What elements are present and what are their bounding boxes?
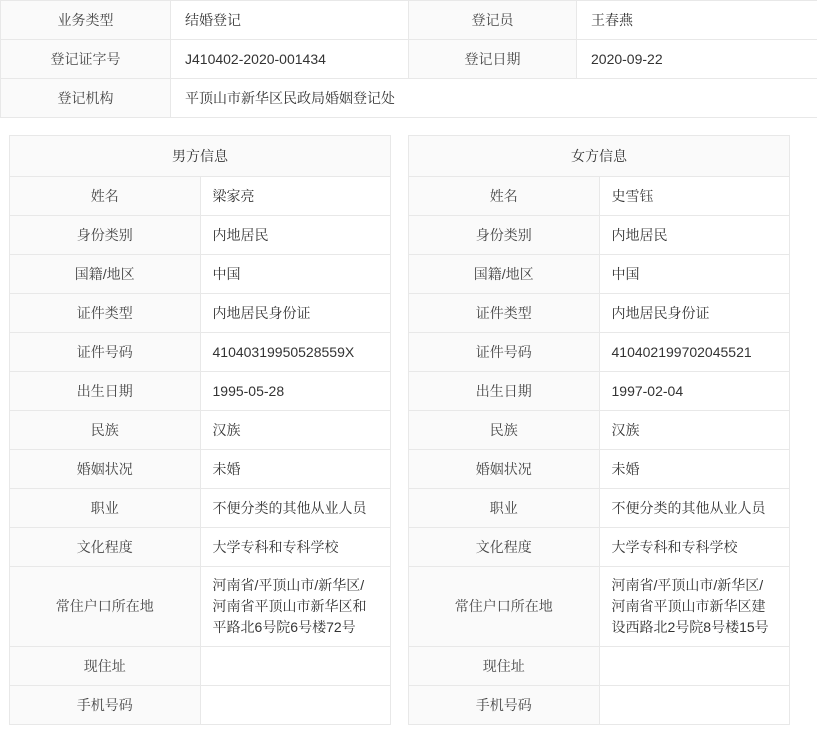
table-row bbox=[409, 255, 790, 294]
male-id-type-label: 证件类型 bbox=[10, 294, 201, 333]
registration-date-value: 2020-09-22 bbox=[577, 40, 817, 79]
registrar-value: 王春燕 bbox=[577, 1, 817, 40]
table-row bbox=[409, 177, 790, 216]
table-row bbox=[10, 333, 391, 372]
female-birth-date-value: 1997-02-04 bbox=[599, 372, 790, 411]
female-nationality-value: 中国 bbox=[599, 255, 790, 294]
female-id-number-value: 410402199702045521 bbox=[599, 333, 790, 372]
male-nationality-label: 国籍/地区 bbox=[10, 255, 201, 294]
female-name-value: 史雪钰 bbox=[599, 177, 790, 216]
person-tables-container bbox=[0, 135, 817, 725]
table-row bbox=[409, 372, 790, 411]
male-name-label: 姓名 bbox=[10, 177, 201, 216]
male-birth-date-value: 1995-05-28 bbox=[200, 372, 391, 411]
table-row bbox=[409, 136, 790, 177]
female-identity-type-value: 内地居民 bbox=[599, 216, 790, 255]
table-row bbox=[10, 136, 391, 177]
female-current-address-label: 现住址 bbox=[409, 647, 600, 686]
male-current-address-label: 现住址 bbox=[10, 647, 201, 686]
female-id-type-label: 证件类型 bbox=[409, 294, 600, 333]
female-info-title: 女方信息 bbox=[409, 136, 790, 177]
male-ethnicity-label: 民族 bbox=[10, 411, 201, 450]
male-education-value: 大学专科和专科学校 bbox=[200, 528, 391, 567]
table-row bbox=[409, 216, 790, 255]
male-id-type-value: 内地居民身份证 bbox=[200, 294, 391, 333]
table-row bbox=[10, 528, 391, 567]
table-row bbox=[409, 567, 790, 647]
male-name-value: 梁家亮 bbox=[200, 177, 391, 216]
registrar-label: 登记员 bbox=[409, 1, 577, 40]
table-row bbox=[409, 450, 790, 489]
female-education-value: 大学专科和专科学校 bbox=[599, 528, 790, 567]
male-occupation-value: 不便分类的其他从业人员 bbox=[200, 489, 391, 528]
business-type-label: 业务类型 bbox=[1, 1, 171, 40]
table-row bbox=[10, 411, 391, 450]
male-identity-type-label: 身份类别 bbox=[10, 216, 201, 255]
female-phone-label: 手机号码 bbox=[409, 686, 600, 725]
female-info-table bbox=[408, 135, 790, 725]
table-row bbox=[10, 489, 391, 528]
table-row bbox=[10, 294, 391, 333]
male-info-title: 男方信息 bbox=[10, 136, 391, 177]
female-phone-value bbox=[599, 686, 790, 725]
registration-org-value: 平顶山市新华区民政局婚姻登记处 bbox=[171, 79, 817, 118]
table-row bbox=[409, 647, 790, 686]
male-phone-label: 手机号码 bbox=[10, 686, 201, 725]
table-row bbox=[10, 216, 391, 255]
summary-table bbox=[0, 0, 817, 118]
male-household-address-label: 常住户口所在地 bbox=[10, 567, 201, 647]
male-marital-status-label: 婚姻状况 bbox=[10, 450, 201, 489]
table-row bbox=[409, 333, 790, 372]
male-ethnicity-value: 汉族 bbox=[200, 411, 391, 450]
registration-date-label: 登记日期 bbox=[409, 40, 577, 79]
female-ethnicity-label: 民族 bbox=[409, 411, 600, 450]
male-id-number-value: 41040319950528559X bbox=[200, 333, 391, 372]
registration-org-label: 登记机构 bbox=[1, 79, 171, 118]
male-marital-status-value: 未婚 bbox=[200, 450, 391, 489]
male-phone-value bbox=[200, 686, 391, 725]
male-nationality-value: 中国 bbox=[200, 255, 391, 294]
male-info-table bbox=[9, 135, 391, 725]
female-ethnicity-value: 汉族 bbox=[599, 411, 790, 450]
female-household-address-label: 常住户口所在地 bbox=[409, 567, 600, 647]
table-row bbox=[1, 40, 817, 79]
female-household-address-value: 河南省/平顶山市/新华区/河南省平顶山市新华区建设西路北2号院8号楼15号 bbox=[599, 567, 790, 647]
table-row bbox=[10, 567, 391, 647]
table-row bbox=[1, 1, 817, 40]
male-birth-date-label: 出生日期 bbox=[10, 372, 201, 411]
female-current-address-value bbox=[599, 647, 790, 686]
male-identity-type-value: 内地居民 bbox=[200, 216, 391, 255]
table-row bbox=[10, 647, 391, 686]
female-nationality-label: 国籍/地区 bbox=[409, 255, 600, 294]
table-row bbox=[1, 79, 817, 118]
female-marital-status-value: 未婚 bbox=[599, 450, 790, 489]
table-row bbox=[409, 686, 790, 725]
table-row bbox=[409, 294, 790, 333]
table-row bbox=[10, 372, 391, 411]
male-id-number-label: 证件号码 bbox=[10, 333, 201, 372]
female-id-number-label: 证件号码 bbox=[409, 333, 600, 372]
female-education-label: 文化程度 bbox=[409, 528, 600, 567]
table-row bbox=[10, 686, 391, 725]
table-row bbox=[10, 450, 391, 489]
certificate-number-value: J410402-2020-001434 bbox=[171, 40, 409, 79]
female-marital-status-label: 婚姻状况 bbox=[409, 450, 600, 489]
female-birth-date-label: 出生日期 bbox=[409, 372, 600, 411]
male-current-address-value bbox=[200, 647, 391, 686]
table-row bbox=[409, 528, 790, 567]
male-education-label: 文化程度 bbox=[10, 528, 201, 567]
female-occupation-label: 职业 bbox=[409, 489, 600, 528]
female-identity-type-label: 身份类别 bbox=[409, 216, 600, 255]
male-occupation-label: 职业 bbox=[10, 489, 201, 528]
table-row bbox=[10, 255, 391, 294]
male-household-address-value: 河南省/平顶山市/新华区/河南省平顶山市新华区和平路北6号院6号楼72号 bbox=[200, 567, 391, 647]
certificate-number-label: 登记证字号 bbox=[1, 40, 171, 79]
female-id-type-value: 内地居民身份证 bbox=[599, 294, 790, 333]
female-occupation-value: 不便分类的其他从业人员 bbox=[599, 489, 790, 528]
table-row bbox=[409, 489, 790, 528]
female-name-label: 姓名 bbox=[409, 177, 600, 216]
business-type-value: 结婚登记 bbox=[171, 1, 409, 40]
table-row bbox=[10, 177, 391, 216]
table-row bbox=[409, 411, 790, 450]
